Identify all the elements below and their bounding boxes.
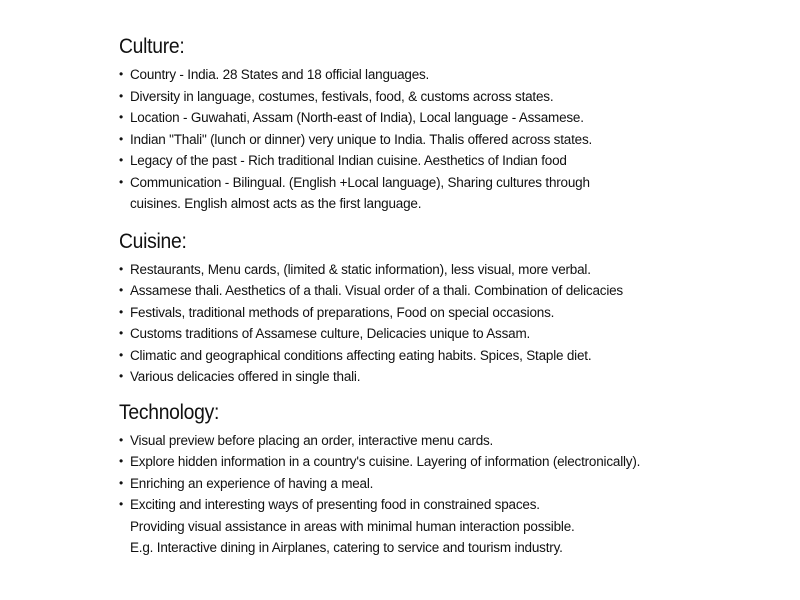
bullet-icon: •	[119, 131, 124, 146]
section-heading-culture: Culture:	[119, 35, 185, 58]
list-item-text: Enriching an experience of having a meal.	[130, 475, 374, 491]
bullet-icon: •	[119, 326, 124, 340]
list-item-text: Restaurants, Menu cards, (limited & static information), less visual, more verbal.	[130, 261, 591, 277]
bullet-icon: •	[119, 432, 124, 447]
list-item-text: Location - Guwahati, Assam (North-east of India), Local language - Assamese.	[130, 110, 584, 125]
bullet-icon: •	[119, 454, 124, 468]
list-item-text: Country - India. 28 States and 18 official languages.	[130, 67, 430, 82]
section-heading-technology: Technology:	[119, 400, 220, 424]
list-item	[119, 86, 759, 108]
bullet-icon: •	[119, 153, 124, 167]
list-item-text: Assamese thali. Aesthetics of a thali. Visual order of a thali. Combination of delicacies	[130, 283, 623, 298]
list-item-text: Explore hidden information in a country's cuisine. Layering of information (electronically).	[130, 454, 641, 469]
list-item	[119, 451, 759, 473]
bullet-icon: •	[119, 261, 124, 276]
list-item-text: Various delicacies offered in single thali.	[130, 369, 361, 384]
list-item-continuation	[119, 193, 759, 215]
list-item-text: cuisines. English almost acts as the first language.	[130, 196, 422, 211]
list-item-continuation	[119, 537, 759, 559]
bullet-list-technology	[119, 430, 759, 559]
bullet-icon: •	[119, 347, 124, 362]
section-technology	[119, 400, 759, 559]
list-item	[119, 172, 759, 194]
list-item	[119, 107, 759, 129]
bullet-list-cuisine	[119, 259, 759, 388]
bullet-list-culture	[119, 64, 759, 215]
list-item-text: Customs traditions of Assamese culture, Delicacies unique to Assam.	[130, 326, 531, 341]
section-heading-cuisine: Cuisine:	[119, 229, 187, 253]
bullet-icon: •	[119, 369, 124, 383]
section-cuisine	[119, 229, 759, 388]
list-item-text: Festivals, traditional methods of preparations, Food on special occasions.	[130, 304, 555, 320]
list-item	[119, 473, 759, 495]
list-item	[119, 494, 759, 516]
list-item-text: Visual preview before placing an order, interactive menu cards.	[130, 432, 494, 448]
bullet-icon: •	[119, 174, 124, 189]
bullet-icon: •	[119, 283, 124, 297]
bullet-icon: •	[119, 475, 124, 490]
list-item-continuation	[119, 516, 759, 538]
bullet-icon: •	[119, 88, 124, 103]
list-item	[119, 323, 759, 345]
list-item-text: Providing visual assistance in areas with minimal human interaction possible.	[130, 518, 575, 534]
list-item-text: Communication - Bilingual. (English +Local language), Sharing cultures through	[130, 174, 590, 190]
list-item-text: Climatic and geographical conditions affecting eating habits. Spices, Staple diet.	[130, 347, 592, 363]
list-item	[119, 302, 759, 324]
section-culture	[119, 34, 759, 215]
list-item	[119, 129, 759, 151]
list-item	[119, 259, 759, 281]
document-page	[119, 34, 759, 559]
bullet-icon: •	[119, 110, 124, 124]
bullet-icon: •	[119, 497, 124, 511]
list-item	[119, 280, 759, 302]
list-item	[119, 150, 759, 172]
list-item	[119, 366, 759, 388]
bullet-icon: •	[119, 304, 124, 319]
list-item-text: E.g. Interactive dining in Airplanes, catering to service and tourism industry.	[130, 540, 563, 555]
list-item	[119, 64, 759, 86]
list-item	[119, 430, 759, 452]
list-item-text: Diversity in language, costumes, festivals, food, & customs across states.	[130, 88, 554, 104]
list-item-text: Indian "Thali" (lunch or dinner) very unique to India. Thalis offered across states.	[130, 131, 593, 147]
list-item-text: Exciting and interesting ways of presenting food in constrained spaces.	[130, 497, 540, 512]
bullet-icon: •	[119, 67, 124, 81]
list-item	[119, 345, 759, 367]
list-item-text: Legacy of the past - Rich traditional Indian cuisine. Aesthetics of Indian food	[130, 153, 567, 168]
